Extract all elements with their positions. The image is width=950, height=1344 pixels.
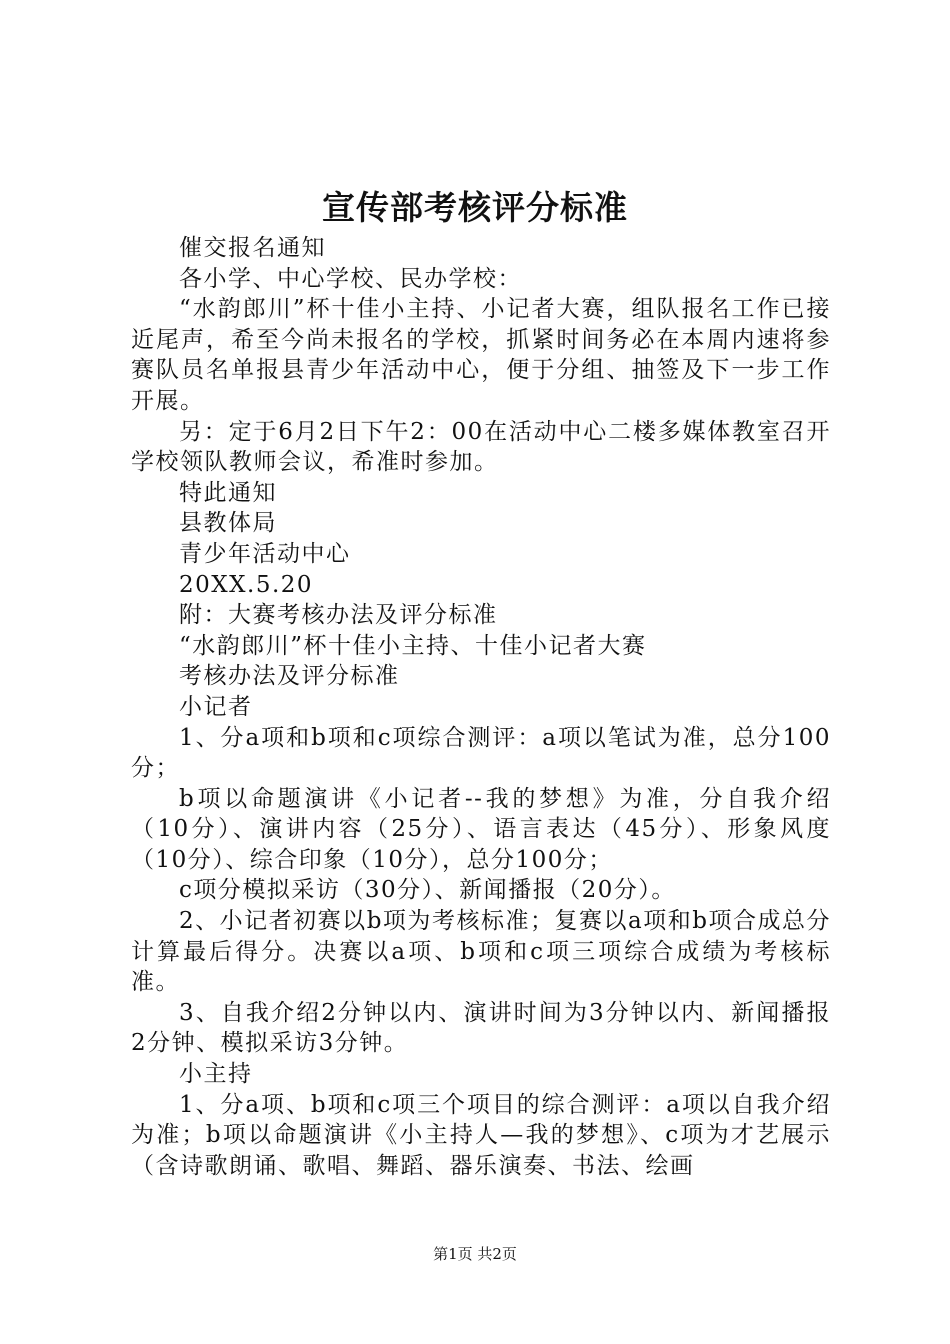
- paragraph: 2、小记者初赛以b项为考核标准；复赛以a项和b项合成总分计算最后得分。决赛以a项、b项和c项三项综合成绩为考核标准。: [131, 908, 831, 996]
- paragraph: 另：定于6月2日下午2：00在活动中心二楼多媒体教室召开学校领队教师会议，希准时参加。: [131, 418, 831, 476]
- page-footer: 第1页 共2页: [433, 1245, 517, 1263]
- paragraph: 附：大赛考核办法及评分标准: [179, 602, 498, 629]
- paragraph: 3、自我介绍2分钟以内、演讲时间为3分钟以内、新闻播报2分钟、模拟采访3分钟。: [131, 999, 831, 1057]
- paragraph: b项以命题演讲《小记者--我的梦想》为准，分自我介绍（10分）、演讲内容（25分）、语言表达（45分）、形象风度（10分）、综合印象（10分），总分100分；: [131, 785, 831, 873]
- paragraph: 小主持: [179, 1061, 253, 1088]
- paragraph: 1、分a项和b项和c项综合测评：a项以笔试为准，总分100分；: [131, 724, 831, 782]
- paragraph: “水韵郎川”杯十佳小主持、小记者大赛，组队报名工作已接近尾声，希至今尚未报名的学校，抓紧时间务必在本周内速将参赛队员名单报县青少年活动中心，便于分组、抽签及下一步工作开展。: [131, 296, 831, 414]
- paragraph: c项分模拟采访（30分）、新闻播报（20分）。: [179, 877, 676, 904]
- paragraph: “水韵郎川”杯十佳小主持、十佳小记者大赛: [179, 632, 647, 659]
- paragraph: 青少年活动中心: [179, 540, 351, 567]
- paragraph: 县教体局: [179, 510, 277, 537]
- paragraph: 20XX.5.20: [179, 571, 314, 598]
- paragraph: 催交报名通知: [179, 235, 326, 261]
- paragraph: 1、分a项、b项和c项三个项目的综合测评：a项以自我介绍为准；b项以命题演讲《小主持人—我的梦想》、c项为才艺展示（含诗歌朗诵、歌唱、舞蹈、器乐演奏、书法、绘画: [131, 1091, 831, 1179]
- paragraph: 特此通知: [179, 479, 277, 506]
- document-body: [131, 233, 831, 1181]
- paragraph: 各小学、中心学校、民办学校：: [179, 265, 522, 292]
- document-title: 宣传部考核评分标准: [322, 188, 628, 227]
- paragraph: 小记者: [179, 693, 253, 720]
- paragraph: 考核办法及评分标准: [179, 663, 400, 690]
